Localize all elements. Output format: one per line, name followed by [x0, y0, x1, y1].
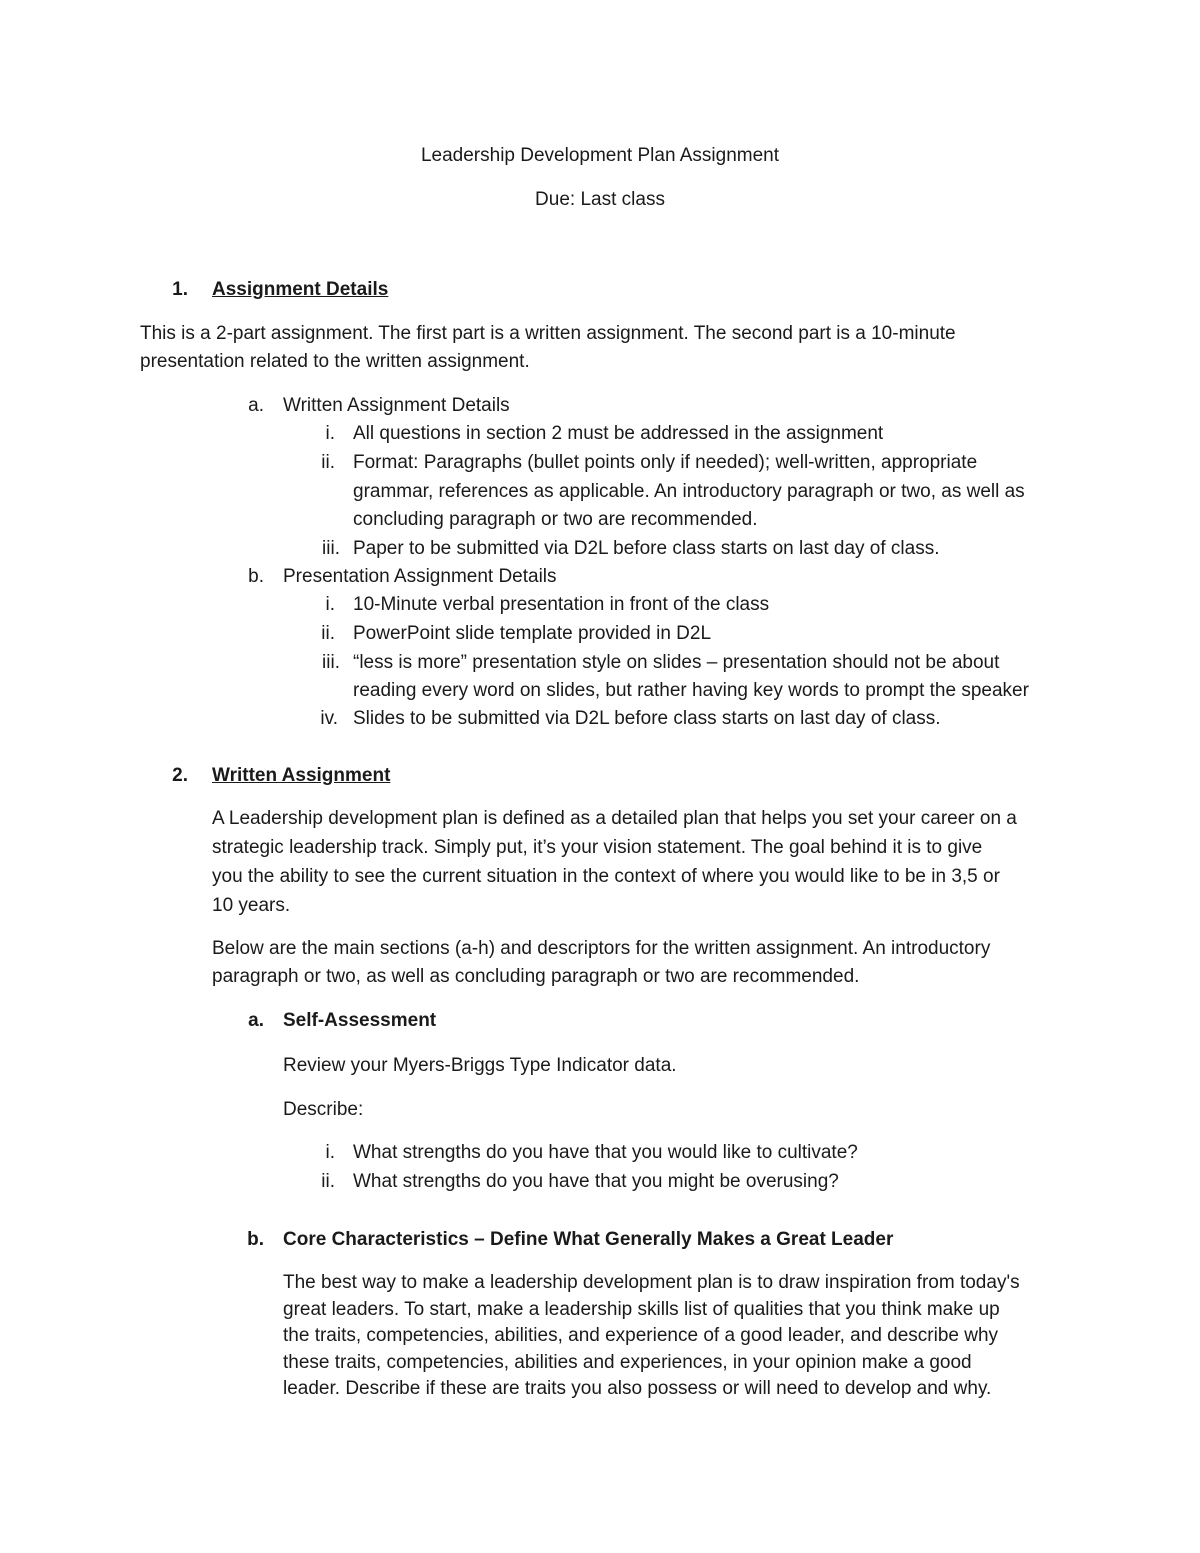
core-characteristics-line: the traits, competencies, abilities, and experience of a good leader, and describe why	[283, 1325, 999, 1346]
section-2-paragraph-line: Below are the main sections (a-h) and descriptors for the written assignment. An introductory	[212, 938, 991, 959]
section-2-paragraph-line: paragraph or two, as well as concluding paragraph or two are recommended.	[212, 966, 860, 987]
core-characteristics-line: these traits, competencies, abilities and experiences, in your opinion make a good	[283, 1352, 972, 1373]
core-characteristics-line: great leaders. To start, make a leadership skills list of qualities that you think make up	[283, 1299, 1000, 1320]
section-2-paragraph-line: 10 years.	[212, 895, 291, 916]
section-1-intro-line: presentation related to the written assignment.	[140, 351, 530, 372]
list-item-text: All questions in section 2 must be addressed in the assignment	[353, 423, 884, 444]
list-item-text: reading every word on slides, but rather having key words to prompt the speaker	[353, 680, 1029, 701]
section-2-paragraph-line: strategic leadership track. Simply put, it’s your vision statement. The goal behind it is to give	[212, 837, 983, 858]
list-item-text: PowerPoint slide template provided in D2L	[353, 623, 712, 644]
section-1-heading: Assignment Details	[212, 279, 389, 300]
list-marker: ii.	[321, 452, 335, 473]
list-marker: iii.	[322, 652, 340, 673]
document-title: Leadership Development Plan Assignment	[420, 145, 780, 166]
due-date: Due: Last class	[535, 189, 665, 210]
section-2-paragraph-line: you the ability to see the current situation in the context of where you would like to be in 3,5 or	[212, 866, 1000, 887]
list-marker: a.	[248, 395, 264, 416]
section-2-paragraph-line: A Leadership development plan is defined as a detailed plan that helps you set your career on a	[212, 808, 1017, 829]
list-item-text: concluding paragraph or two are recommended.	[353, 509, 758, 530]
list-item-text: grammar, references as applicable. An introductory paragraph or two, as well as	[353, 481, 1025, 502]
core-characteristics-line: The best way to make a leadership development plan is to draw inspiration from today's	[283, 1272, 1020, 1293]
list-marker: b.	[248, 566, 264, 587]
section-2-number: 2.	[172, 765, 188, 786]
list-item-text: 10-Minute verbal presentation in front of the class	[353, 594, 770, 615]
list-marker: iv.	[320, 708, 338, 729]
section-1-intro-line: This is a 2-part assignment. The first part is a written assignment. The second part is a 10-minute	[140, 323, 956, 344]
section-2-heading: Written Assignment	[212, 765, 391, 786]
list-item-text: Slides to be submitted via D2L before class starts on last day of class.	[353, 708, 941, 729]
core-characteristics-line: leader. Describe if these are traits you also possess or will need to develop and why.	[283, 1378, 992, 1399]
list-marker: iii.	[322, 538, 340, 559]
list-item-text: What strengths do you have that you would like to cultivate?	[353, 1142, 858, 1163]
list-marker: ii.	[321, 623, 335, 644]
section-1-number: 1.	[172, 279, 188, 300]
self-assessment-text: Review your Myers-Briggs Type Indicator data.	[283, 1055, 677, 1076]
presentation-assignment-details-label: Presentation Assignment Details	[283, 566, 557, 587]
list-item-text: Paper to be submitted via D2L before class starts on last day of class.	[353, 538, 940, 559]
list-marker: b.	[247, 1229, 264, 1250]
list-marker: ii.	[321, 1171, 335, 1192]
list-marker: a.	[248, 1010, 264, 1031]
list-item-text: What strengths do you have that you might be overusing?	[353, 1171, 839, 1192]
written-assignment-details-label: Written Assignment Details	[283, 395, 510, 416]
list-item-text: “less is more” presentation style on slides – presentation should not be about	[353, 652, 1000, 673]
core-characteristics-heading: Core Characteristics – Define What Generally Makes a Great Leader	[283, 1229, 894, 1250]
list-item-text: Format: Paragraphs (bullet points only if needed); well-written, appropriate	[353, 452, 978, 473]
list-marker: i.	[325, 423, 335, 444]
self-assessment-heading: Self-Assessment	[283, 1010, 437, 1031]
list-marker: i.	[325, 594, 335, 615]
self-assessment-text: Describe:	[283, 1099, 364, 1120]
list-marker: i.	[325, 1142, 335, 1163]
